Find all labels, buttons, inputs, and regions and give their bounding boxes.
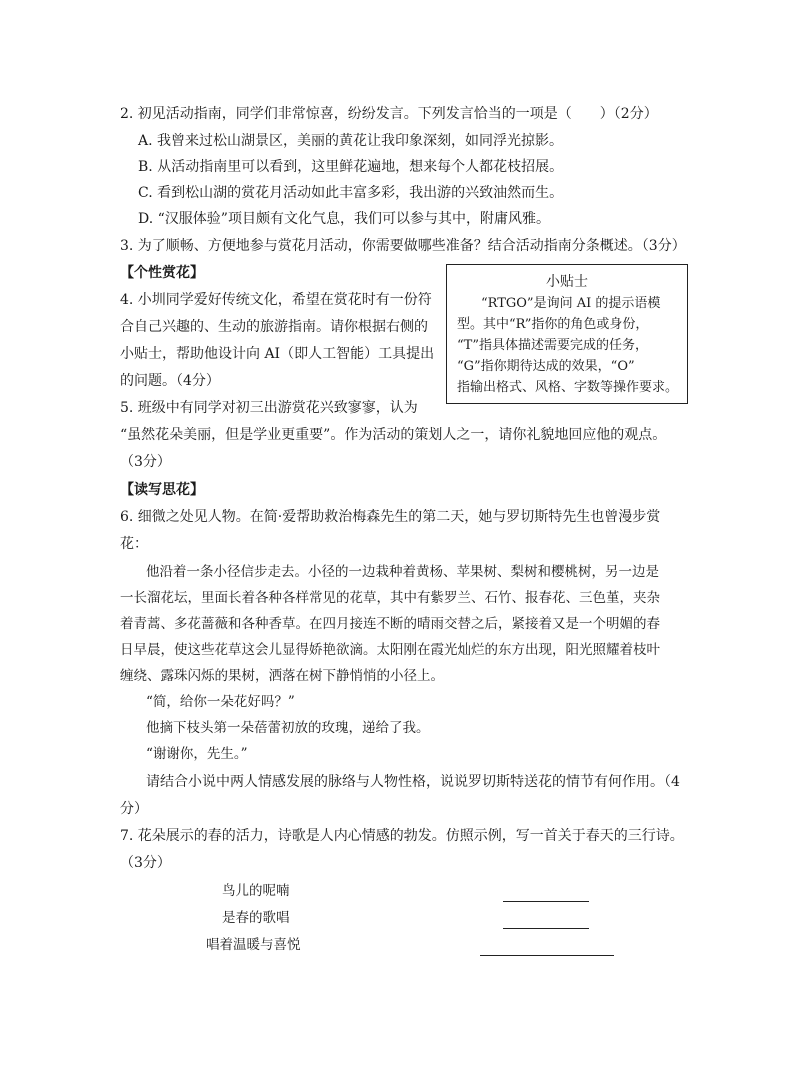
q4-line-1: 4. 小圳同学爱好传统文化，希望在赏花时有一份符 xyxy=(120,292,432,308)
section-heading-reading: 【读写思花】 xyxy=(120,482,204,498)
q7-stem-1: 7. 花朵展示的春的活力，诗歌是人内心情感的勃发。仿照示例，写一首关于春天的三行诗。 xyxy=(120,828,684,844)
tip-line-4: “G”指你期待达成的效果，“O” xyxy=(457,359,635,374)
q4-line-4: 的问题。（4分） xyxy=(120,373,220,389)
tip-box xyxy=(446,264,688,404)
q2-option-d: D. “汉服体验”项目颇有文化气息，我们可以参与其中，附庸风雅。 xyxy=(138,211,550,227)
tip-title: 小贴士 xyxy=(546,274,588,290)
q6-excerpt-3: 着青蒿、多花蔷薇和各种香草。在四月接连不断的晴雨交替之后，紧接着又是一个明媚的春 xyxy=(120,616,660,632)
q6-excerpt-1: 他沿着一条小径信步走去。小径的一边栽种着黄杨、苹果树、梨树和樱桃树，另一边是 xyxy=(146,564,659,580)
tip-line-3: “T”指具体描述需要完成的任务， xyxy=(457,338,648,353)
answer-blank-1[interactable] xyxy=(503,900,589,902)
q2-option-a: A. 我曾来过松山湖景区，美丽的黄花让我印象深刻，如同浮光掠影。 xyxy=(138,133,564,149)
tip-line-1: “RTGO”是询问 AI 的提示语模 xyxy=(481,296,661,311)
poem-line-2: 是春的歌唱 xyxy=(222,910,290,926)
q5-line-1: 5. 班级中有同学对初三出游赏花兴致寥寥，认为 xyxy=(120,400,418,416)
answer-blank-2[interactable] xyxy=(503,927,589,929)
q6-excerpt-6: “简，给你一朵花好吗？” xyxy=(146,694,295,710)
q3-stem: 3. 为了顺畅、方便地参与赏花月活动，你需要做哪些准备？结合活动指南分条概述。（3分） xyxy=(120,238,686,254)
q6-excerpt-2: 一长溜花坛，里面长着各种各样常见的花草，其中有紫罗兰、石竹、报春花、三色堇，夹杂 xyxy=(120,590,660,606)
q5-line-3: （3分） xyxy=(120,454,171,470)
q5-line-2: “虽然花朵美丽，但是学业更重要”。作为活动的策划人之一，请你礼貌地回应他的观点。 xyxy=(120,427,667,443)
tip-line-2: 型。其中“R”指你的角色或身份， xyxy=(457,317,649,332)
q6-excerpt-5: 缠绕、露珠闪烁的果树，洒落在树下静悄悄的小径上。 xyxy=(120,668,444,684)
tip-line-5: 指输出格式、风格、字数等操作要求。 xyxy=(457,380,679,395)
q6-excerpt-8: “谢谢你，先生。” xyxy=(146,746,248,762)
q6-excerpt-7: 他摘下枝头第一朵蓓蕾初放的玫瑰，递给了我。 xyxy=(146,720,430,736)
q2-option-c: C. 看到松山湖的赏花月活动如此丰富多彩，我出游的兴致油然而生。 xyxy=(138,185,564,201)
q2-stem: 2. 初见活动指南，同学们非常惊喜，纷纷发言。下列发言恰当的一项是（ ）（2分） xyxy=(120,106,658,122)
q6-intro-1: 6. 细微之处见人物。在简·爱帮助救治梅森先生的第二天，她与罗切斯特先生也曾漫步赏 xyxy=(120,509,661,525)
answer-blank-3[interactable] xyxy=(480,954,614,956)
q6-intro-2: 花： xyxy=(120,536,148,552)
q6-question-2: 分） xyxy=(120,801,148,817)
q4-line-2: 合自己兴趣的、生动的旅游指南。请你根据右侧的 xyxy=(120,319,428,335)
q6-excerpt-4: 日早晨，使这些花草这会儿显得娇艳欲滴。太阳刚在霞光灿烂的东方出现，阳光照耀着枝叶 xyxy=(120,642,660,658)
poem-line-3: 唱着温暖与喜悦 xyxy=(206,937,301,953)
q7-stem-2: （3分） xyxy=(120,855,171,871)
section-heading-personal: 【个性赏花】 xyxy=(120,265,204,281)
q6-question-1: 请结合小说中两人情感发展的脉络与人物性格，说说罗切斯特送花的情节有何作用。（4 xyxy=(146,774,680,790)
q4-line-3: 小贴士，帮助他设计向 AI（即人工智能）工具提出 xyxy=(120,346,435,362)
q2-option-b: B. 从活动指南里可以看到，这里鲜花遍地，想来每个人都花枝招展。 xyxy=(138,159,564,175)
poem-line-1: 鸟儿的呢喃 xyxy=(222,883,290,899)
